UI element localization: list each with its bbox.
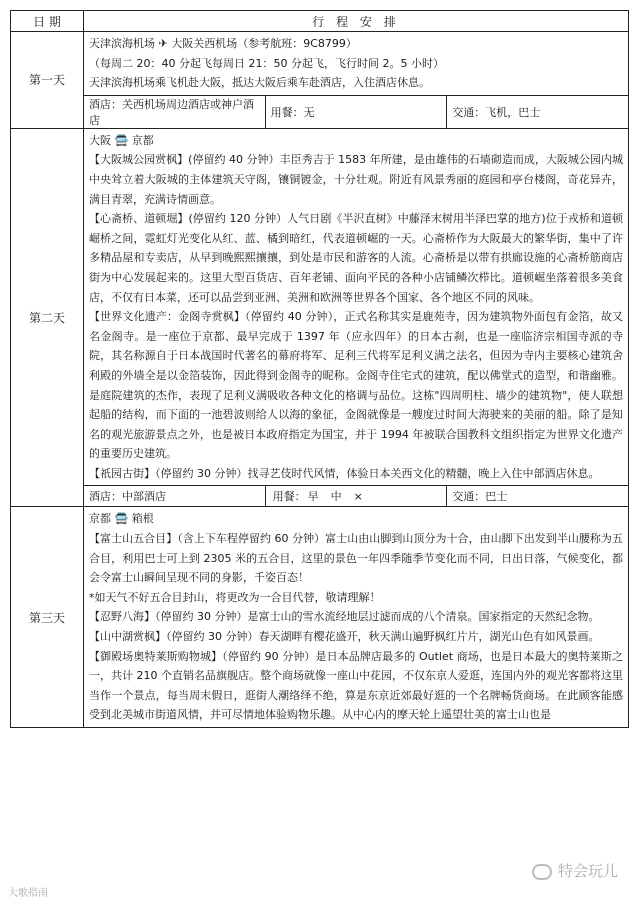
day1-meal: 用餐：无 (265, 95, 447, 128)
date-header: 日 期 (11, 11, 84, 32)
meal-breakfast: 早 (307, 490, 319, 504)
day3-note: *如天气不好五合目封山，将更改为一合目代替，敬请理解！ (89, 590, 381, 604)
day2-meal (265, 486, 447, 507)
watermark-left-text: 大歌指南 (8, 888, 48, 899)
day2-paragraph: 【祇园古街】（停留约 30 分钟）找寻艺伎时代风情，体验日本关西文化的精髓，晚上入住中部酒店休息。 (89, 466, 600, 480)
day1-row (11, 32, 629, 96)
day2-row (11, 128, 629, 486)
day3-content (84, 507, 629, 728)
itinerary-header: 行 程 安 排 (84, 11, 629, 32)
watermark-right (532, 860, 618, 881)
day3-paragraph: 【御殿场奥特莱斯购物城】（停留约 90 分钟）是日本品牌店最多的 Outlet 商场，也是日本最大的奥特莱斯之一，共计 210 个直销名品旗舰店。整个商场就像一座山中花园，不仅东京人爱逛，连国内外的观光客都将这里当作一个景点，每当周末假日，逛街人潮络绎不绝，算是东京近郊最好逛的一个名牌畅货商场。在此顾客能感受到北美城市街道风情，并可尽情地体验购物乐趣。从中心内的摩天轮上遥望壮美的富士山也是 (89, 649, 623, 722)
day2-paragraph: 【心斋桥、道顿堀】(停留约 120 分钟）人气日剧《半沢直树》中藤泽末树用半泽巴掌的地方)位于戎桥和道顿崛桥之间，霓虹灯光变化从红、蓝、橘到暗红，代表道顿崛的一天。心斋桥作为大阪最大的繁华街，集中了许多精品屋和专卖店，从早到晚熙熙攘攘，到处是市民和游客的人流。心斋桥是以带有拱廊设施的心斋桥筋商店街为中心发展起来的。这里大型百货店、百年老铺、面向平民的各种小店铺鳞次栉比。道顿崛坐落着很多美食店，不仅有日本菜，还可以品尝到亚洲、美洲和欧洲等世界各个国家、各个地区不同的风味。 (89, 212, 623, 304)
day3-paragraph: 【忍野八海】（停留约 30 分钟）是富士山的雪水流经地层过滤而成的八个清泉。国家指定的天然纪念物。 (89, 610, 600, 624)
day2-label: 第二天 (11, 128, 84, 507)
day2-hotel: 酒店：中部酒店 (84, 486, 266, 507)
day1-transport: 交通：飞机，巴士 (447, 95, 629, 128)
meal-lunch: 中 (330, 490, 342, 504)
day2-content (84, 128, 629, 486)
watermark-left (8, 884, 48, 899)
day3-label: 第三天 (11, 507, 84, 728)
day1-line: 天津滨海机场乘飞机赴大阪，抵达大阪后乘车赴酒店，入住酒店休息。 (89, 76, 430, 90)
day3-route: 京都 🚍 箱根 (89, 512, 154, 526)
day3-paragraph: 【山中湖赏枫】（停留约 30 分钟）春天湖畔有樱花盛开，秋天满山遍野枫红片片，湖光山色有如风景画。 (89, 630, 600, 644)
day3-paragraph: 【富士山五合目】（含上下车程停留约 60 分钟）富士山由山脚到山顶分为十合，由山脚下出发到半山腰称为五合目，利用巴士可上到 2305 米的五合目，这里的景色一年四季随季节变化而不同，日出日落，气候变化，都会令富士山瞬间呈现不同的身影，千姿百态！ (89, 532, 623, 585)
day1-meta-row (11, 95, 629, 128)
day1-label: 第一天 (11, 32, 84, 129)
day1-hotel: 酒店：关西机场周边酒店或神户酒店 (84, 95, 266, 128)
day2-meta-row (11, 486, 629, 507)
day2-paragraph: 【大阪城公园赏枫】(停留约 40 分钟）丰臣秀吉于 1583 年所建，是由雄伟的石墙砌造而成，大阪城公园内城中央耸立着大阪城的主体建筑天守阁，镶铜镀金，十分壮观。附近有风景秀丽的庭园和亭台楼阁，奇花异卉，满目青翠，充满诗情画意。 (89, 153, 623, 206)
day1-content (84, 32, 629, 96)
watermark-right-text: 特会玩儿 (557, 862, 618, 880)
day2-paragraph: 【世界文化遗产：金阁寺赏枫】（停留约 40 分钟），正式名称其实是鹿苑寺，因为建筑物外面包有金箔，故又名金阁寺。是一座位于京都、最早完成于 1397 年（应永四年）的日本古刹，也是一座临济宗相国寺派的寺院，其名称源自于日本战国时代著名的幕府将军、足利三代将军足利义满之法名，但因为寺内主要核心建筑舍利殿的外墙全是以金箔装饰，因此得到金阁寺的昵称。金阁寺住宅式的建筑，配以佛堂式的造型，和谐幽雅。是庭院建筑的杰作，表现了足利义满吸收各种文化的格调与品位。这栋"四周明柱、墙少的建筑物"，使人联想起船的结构，而下面的一池碧波则给人以海的象征，金阁就像是一艘度过时间大海驶来的美丽的船。除了是知名的观光旅游景点之外，也是被日本政府指定为国宝，并于 1994 年被联合国教科文组织指定为世界文化遗产的重要历史建筑。 (89, 310, 623, 461)
header-row (11, 11, 629, 32)
day3-row (11, 507, 629, 728)
day1-line: （每周二 20：40 分起飞每周日 21：50 分起飞，飞行时间 2。5 小时） (89, 56, 444, 70)
meal-prefix: 用餐： (272, 490, 306, 504)
day2-route: 大阪 🚍 京都 (89, 133, 154, 147)
itinerary-table (10, 10, 629, 728)
meal-dinner: × (353, 490, 363, 504)
day1-line: 天津滨海机场 ✈ 大阪关西机场（参考航班：9C8799） (89, 37, 357, 50)
wechat-icon (532, 864, 552, 880)
day2-transport: 交通：巴士 (447, 486, 629, 507)
